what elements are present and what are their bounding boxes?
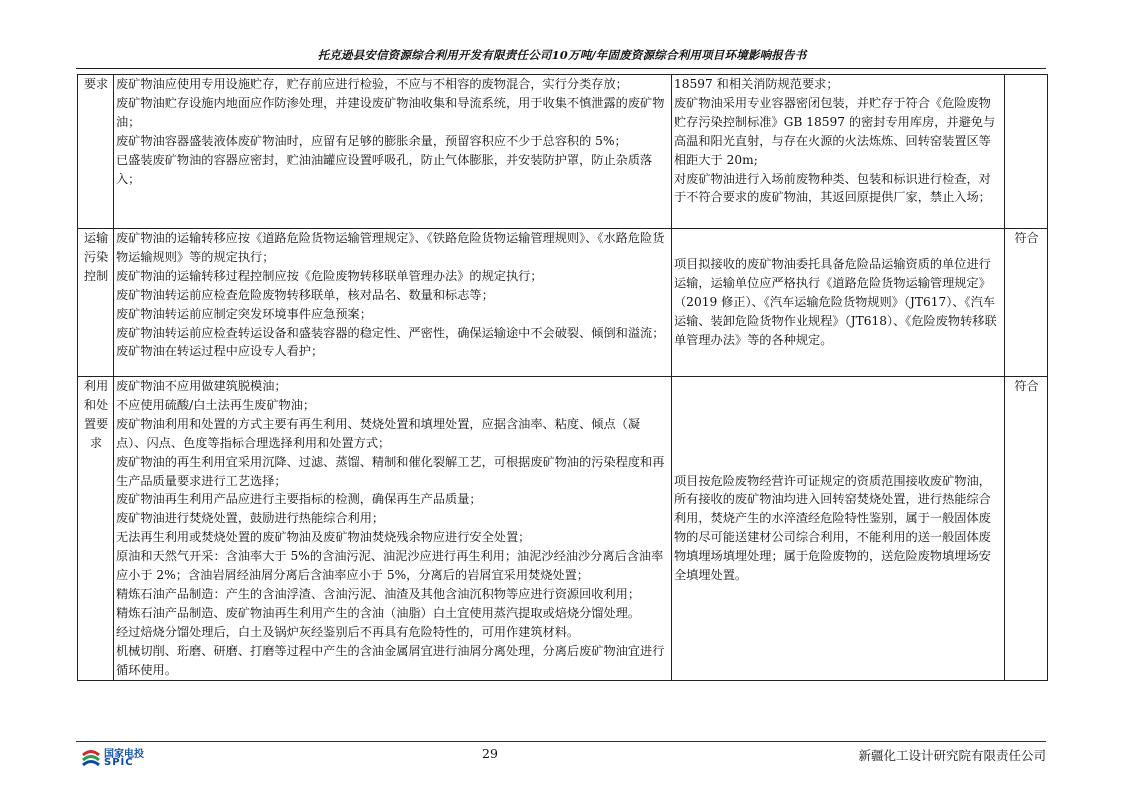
- implementation-line: 废矿物油采用专业容器密闭包装，并贮存于符合《危险废物贮存污染控制标准》GB 18597 的密封专用库房，并避免与高温和阳光直射，与存在火源的火法炼炼、回转窑装置区等相距大于 20m;: [674, 95, 996, 167]
- page-header-title: 托克逊县安信资源综合利用开发有限责任公司10万吨/年固废资源综合利用项目环境影响报告书: [317, 48, 807, 62]
- header-rule: [76, 68, 1046, 69]
- implementation-line: 18597 和相关消防规范要求；: [674, 77, 839, 91]
- category-text: 要求: [83, 77, 109, 91]
- requirement-line: 废矿物油不应用做建筑脱模油；: [116, 379, 287, 393]
- requirement-line: 废矿物油应使用专用设施贮存，贮存前应进行检验，不应与不相容的废物混合，实行分类存放；: [116, 77, 628, 91]
- requirement-line: 精炼石油产品制造、废矿物油再生利用产生的含油（油脂）白土宜使用蒸汽提取或焙烧分馏处理。: [116, 605, 641, 620]
- logo-text-cn: 国家电投: [104, 749, 144, 760]
- result-cell: 符合: [1005, 377, 1048, 681]
- category-text: 置要: [83, 416, 109, 431]
- requirement-line: 废矿物油贮存设施内地面应作防渗处理，并建设废矿物油收集和导流系统，用于收集不慎泄露的废矿物油；: [116, 95, 665, 129]
- requirement-line: 废矿物油的再生利用宜采用沉降、过滤、蒸馏、精制和催化裂解工艺，可根据废矿物油的污染程度和再生产品质量要求进行工艺选择；: [116, 454, 665, 488]
- category-text: 控制: [83, 268, 109, 283]
- table-row-utilization: [78, 377, 1048, 681]
- category-text: 和处: [83, 397, 109, 412]
- requirement-line: 无法再生利用或焚烧处置的废矿物油及废矿物油焚烧残余物应进行安全处置；: [116, 530, 531, 545]
- footer-company: 新疆化工设计研究院有限责任公司: [858, 748, 1046, 763]
- implementation-cell: [672, 377, 1005, 681]
- row-category: [78, 75, 114, 229]
- requirement-line: 废矿物油再生利用产品应进行主要指标的检测，确保再生产品质量；: [116, 492, 482, 507]
- requirement-line: 废矿物油的运输转移应按《道路危险货物运输管理规定》、《铁路危险货物运输管理规则》、《水路危险货物运输规则》等的规定执行；: [116, 231, 665, 264]
- requirement-line: 精炼石油产品制造：产生的含油浮渣、含油污泥、油渣及其他含油沉积物等应进行资源回收利用；: [116, 586, 641, 601]
- requirement-line: 废矿物油进行焚烧处置，鼓励进行热能综合利用；: [116, 511, 385, 526]
- company-logo: [80, 744, 158, 770]
- implementation-line: 项目拟接收的废矿物油委托具备危险品运输资质的单位进行运输，运输单位应严格执行《道路危险货物运输管理规定》（2019 修正）、《汽车运输危险货物规则》（JT617）、《汽车运输、装卸危险货物作业规程》（JT618）、《危险废物转移联单管理办法》等的各种规定。: [674, 257, 997, 347]
- implementation-line: 对废矿物油进行入场前废物种类、包装和标识进行检查，对于不符合要求的废矿物油，其返回原提供厂家，禁止入场；: [674, 171, 991, 205]
- requirement-line: 废矿物油利用和处置的方式主要有再生利用、焚烧处置和填埋处置，应据含油率、粘度、倾点（凝点）、闪点、色度等指标合理选择利用和处置方式；: [116, 416, 641, 450]
- table-row-transport: [78, 229, 1048, 377]
- requirement-line: 废矿物油转运前应制定突发环境事件应急预案；: [116, 306, 372, 321]
- implementation-line: 项目按危险废物经营许可证规定的资质范围接收废矿物油，所有接收的废矿物油均进入回转窑焚烧处置，进行热能综合利用，焚烧产生的水淬渣经危险特性鉴别，属于一般固体废物的尽可能送建材公司综合利用，不能利用的送一般固体废物填埋场填埋处理；属于危险废物的，送危险废物填埋场安全填埋处置。: [674, 473, 991, 583]
- row-category: [78, 377, 114, 681]
- compliance-table: [77, 74, 1048, 681]
- requirement-line: 已盛装废矿物油的容器应密封，贮油油罐应设置呼吸孔，防止气体膨胀，并安装防护罩，防止杂质落入；: [116, 152, 653, 186]
- requirement-line: 原油和天然气开采：含油率大于 5%的含油污泥、油泥沙应进行再生利用；油泥沙经油沙分离后含油率应小于 2%；含油岩屑经油屑分离后含油率应小于 5%，分离后的岩屑宜采用焚烧处置；: [116, 549, 664, 583]
- requirement-line: 机械切削、珩磨、研磨、打磨等过程中产生的含油金属屑宜进行油屑分离处理，分离后废矿物油宜进行循环使用。: [116, 643, 665, 677]
- requirement-cell: [114, 75, 672, 229]
- logo-text-en: SPIC: [104, 757, 134, 768]
- requirement-line: 废矿物油转运前应检查转运设备和盛装容器的稳定性、严密性，确保运输途中不会破裂、倾倒和溢流；: [116, 325, 665, 340]
- requirement-line: 废矿物油转运前应检查危险废物转移联单，核对品名、数量和标志等；: [116, 287, 494, 302]
- row-category: [78, 229, 114, 377]
- result-cell: 符合: [1005, 229, 1048, 377]
- implementation-cell: [672, 75, 1005, 229]
- category-text: 利用: [83, 379, 109, 393]
- category-text: 运输: [83, 231, 109, 245]
- table-row-storage: [78, 75, 1048, 229]
- requirement-line: 经过焙烧分馏处理后，白土及锅炉灰经鉴别后不再具有危险特性的，可用作建筑材料。: [116, 624, 580, 639]
- footer-rule: [76, 741, 1046, 742]
- spic-logo-icon: [80, 746, 102, 768]
- category-text: 求: [89, 435, 103, 450]
- requirement-cell: [114, 377, 672, 681]
- category-text: 污染: [83, 249, 109, 264]
- requirement-cell: [114, 229, 672, 377]
- requirement-line: 废矿物油在转运过程中应设专人看护；: [116, 344, 324, 359]
- page-number: 29: [482, 746, 498, 761]
- requirement-line: 不应使用硫酸/白土法再生废矿物油；: [116, 397, 316, 412]
- implementation-cell: [672, 229, 1005, 377]
- requirement-line: 废矿物油的运输转移过程控制应按《危险废物转移联单管理办法》的规定执行；: [116, 268, 543, 283]
- result-cell: [1005, 75, 1048, 229]
- requirement-line: 废矿物油容器盛装液体废矿物油时，应留有足够的膨胀余量，预留容积应不少于总容积的 5%；: [116, 133, 627, 148]
